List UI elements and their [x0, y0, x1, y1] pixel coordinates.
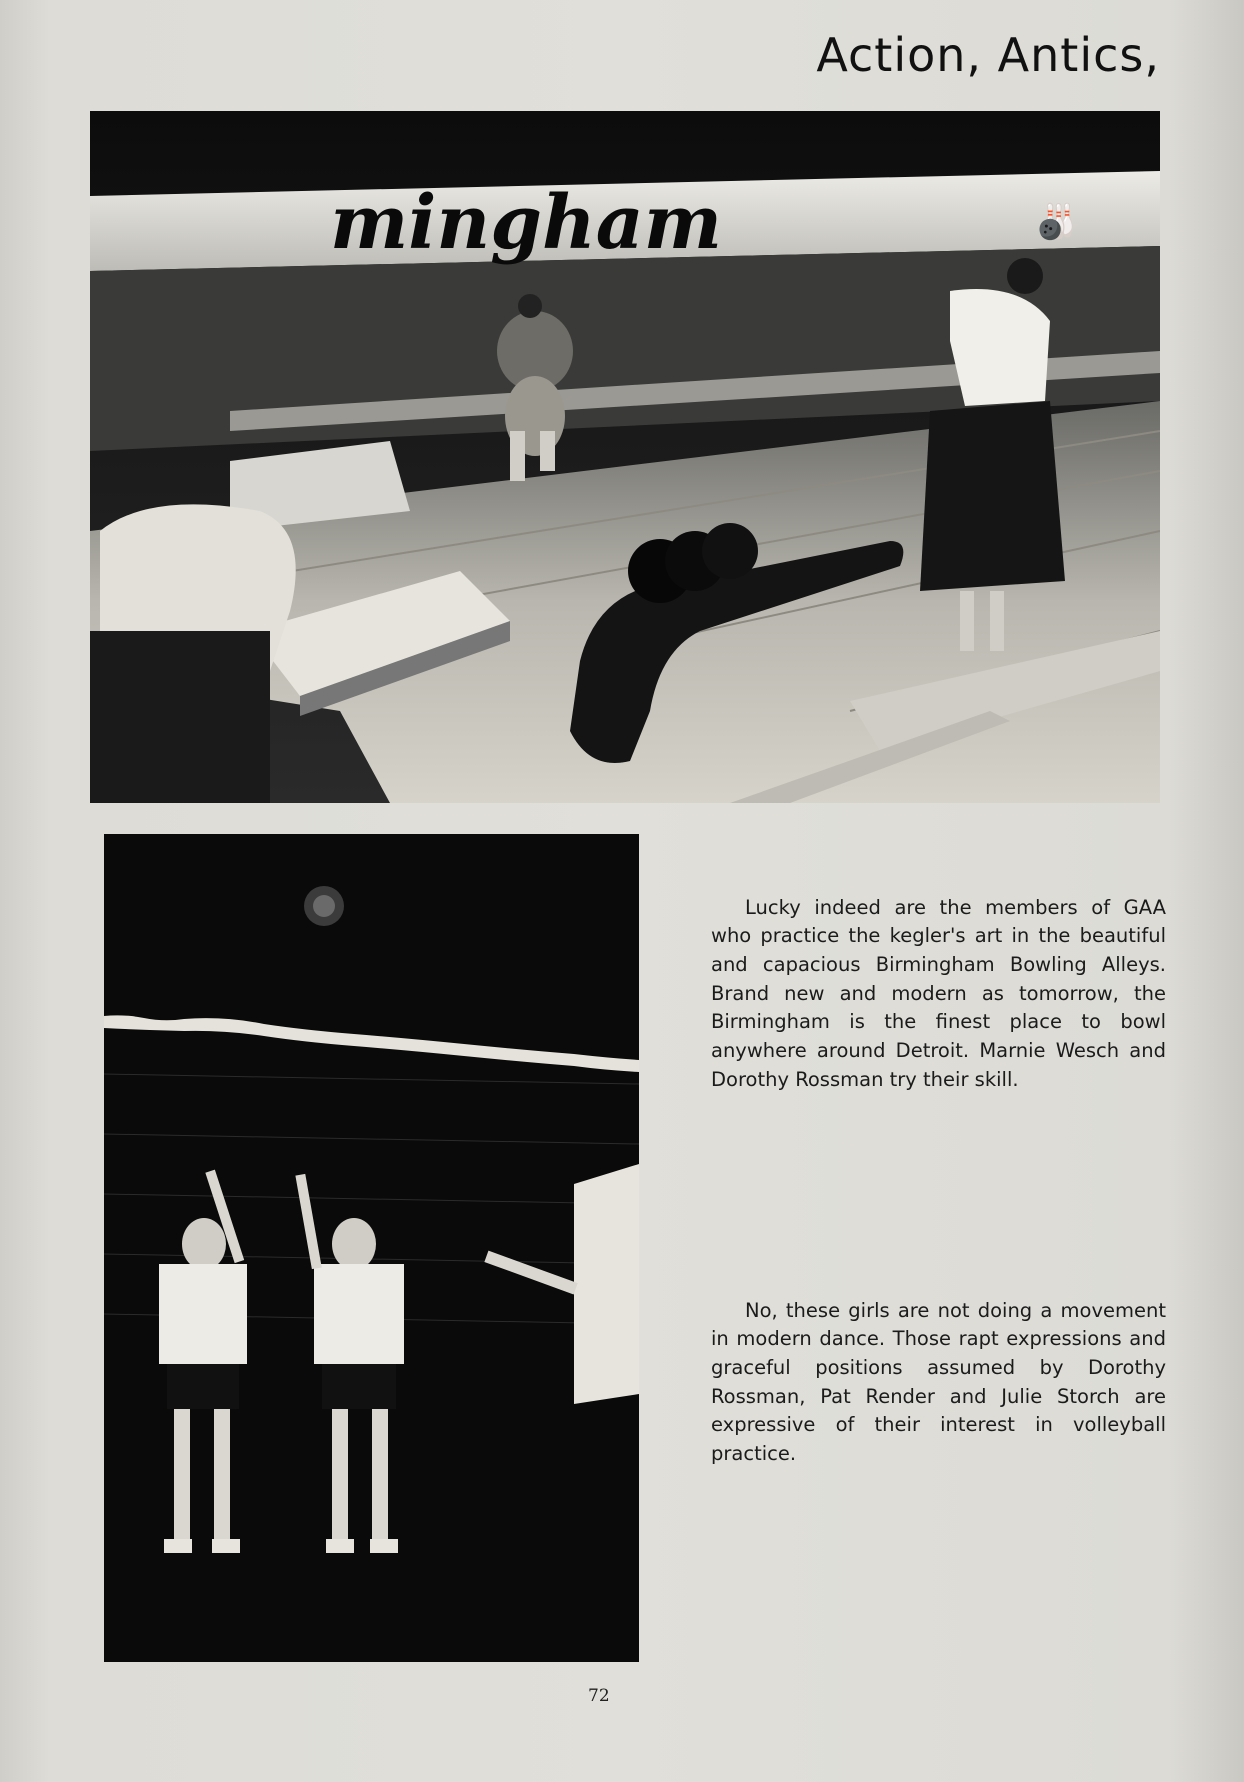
bowling-photo — [90, 111, 1160, 803]
page-number: 72 — [588, 1686, 610, 1706]
bowling-photo-graphic — [90, 111, 1160, 803]
volleyball-caption: No, these girls are not doing a movement in modern dance. Those rapt expressions and graceful positions assumed by Dorothy Rossman, Pat Render and Julie Storch are expressive of their interest in volleyball practice. — [711, 1298, 1166, 1466]
alley-sign-text: mingham — [330, 180, 723, 266]
bowler-logo-icon: 🎳 — [1035, 202, 1078, 242]
page-heading: Action, Antics, — [816, 28, 1160, 82]
volleyball-photo-graphic — [104, 834, 639, 1662]
volleyball-photo — [104, 834, 639, 1662]
bowling-caption: Lucky indeed are the members of GAA who practice the kegler's art in the beautiful and capacious Birmingham Bowling Alleys. Brand new and modern as tomorrow, the Birmingham is the finest place to bowl anywhere around Detroit. Marnie Wesch and Dorothy Rossman try their skill. — [711, 895, 1166, 1091]
